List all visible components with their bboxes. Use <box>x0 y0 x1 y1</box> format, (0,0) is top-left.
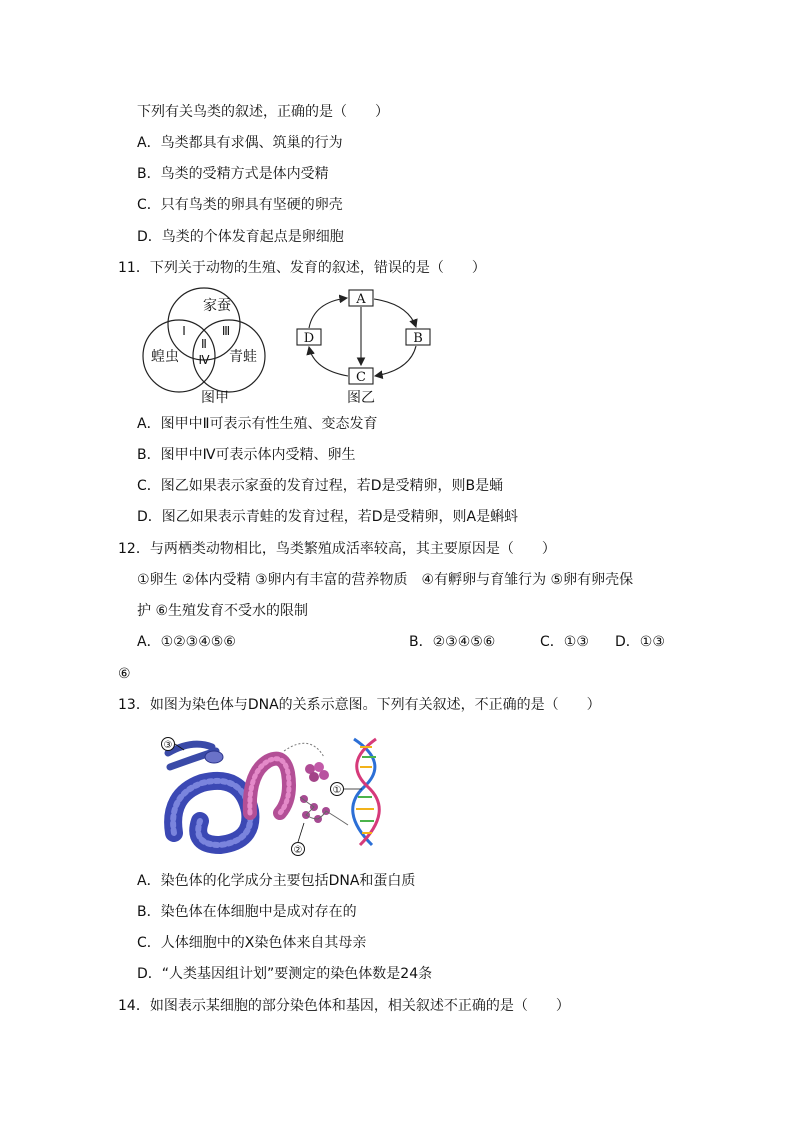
venn-region-3: Ⅲ <box>221 324 231 338</box>
arrow-a-to-b <box>374 299 416 327</box>
q11-stem: 11．下列关于动物的生殖、发育的叙述，错误的是（ ） <box>118 260 486 276</box>
cycle-label-c: C <box>356 370 366 385</box>
q10-option-a[interactable]: A．鸟类都具有求偶、筑巢的行为 <box>137 135 343 151</box>
q14-stem: 14．如图表示某细胞的部分染色体和基因，相关叙述不正确的是（ ） <box>118 998 570 1014</box>
q12-stem: 12．与两栖类动物相比，鸟类繁殖成活率较高，其主要原因是（ ） <box>118 541 556 557</box>
cycle-label-b: B <box>413 331 423 346</box>
arrow-c-to-d <box>309 347 348 376</box>
q12-option-d-wrap: ⑥ <box>118 666 131 682</box>
cycle-label-d: D <box>303 331 315 346</box>
venn-label-frog: 青蛙 <box>229 349 257 365</box>
fig-label-1: ① <box>332 785 342 796</box>
q13-option-c[interactable]: C．人体细胞中的X染色体来自其母亲 <box>137 935 367 951</box>
q12-option-b[interactable]: B．②③④⑤⑥ <box>409 634 496 650</box>
venn-label-silkworm: 家蚕 <box>203 298 231 314</box>
q10-option-d[interactable]: D．鸟类的个体发育起点是卵细胞 <box>137 229 344 245</box>
arrow-d-to-a <box>309 298 347 328</box>
arrow-b-to-c <box>375 346 416 376</box>
q12-items-line1: ①卵生 ②体内受精 ③卵内有丰富的营养物质 ④有孵卵与育雏行为 ⑤卵有卵壳保 <box>137 572 634 588</box>
q12-items-line2: 护 ⑥生殖发育不受水的限制 <box>137 603 309 619</box>
fig-label-3: ③ <box>163 740 173 751</box>
cycle-caption: 图乙 <box>347 390 375 406</box>
q13-stem: 13．如图为染色体与DNA的关系示意图。下列有关叙述，不正确的是（ ） <box>118 697 601 713</box>
q13-option-b[interactable]: B．染色体在体细胞中是成对存在的 <box>137 904 357 920</box>
venn-region-1: Ⅰ <box>182 324 186 338</box>
venn-label-locust: 蝗虫 <box>151 349 179 365</box>
venn-region-4: Ⅳ <box>198 353 210 367</box>
q10-stem: 下列有关鸟类的叙述，正确的是（ ） <box>137 104 389 120</box>
q11-figure-venn <box>140 286 272 410</box>
venn-region-2: Ⅱ <box>201 337 207 351</box>
q11-option-a[interactable]: A．图甲中Ⅱ可表示有性生殖、变态发育 <box>137 416 378 432</box>
q13-figure-chromosome-dna <box>158 733 402 859</box>
q10-option-c[interactable]: C．只有鸟类的卵具有坚硬的卵壳 <box>137 197 343 213</box>
q12-option-c[interactable]: C．①③ <box>540 634 589 650</box>
venn-caption: 图甲 <box>201 390 229 406</box>
q10-option-b[interactable]: B．鸟类的受精方式是体内受精 <box>137 166 329 182</box>
fig-label-2: ② <box>293 845 303 856</box>
q13-option-d[interactable]: D．“人类基因组计划”要测定的染色体数是24条 <box>137 966 433 982</box>
q11-option-b[interactable]: B．图甲中Ⅳ可表示体内受精、卵生 <box>137 447 356 463</box>
q12-option-a[interactable]: A．①②③④⑤⑥ <box>137 634 236 650</box>
q11-option-c[interactable]: C．图乙如果表示家蚕的发育过程，若D是受精卵，则B是蛹 <box>137 478 504 494</box>
cycle-label-a: A <box>356 292 366 307</box>
q12-option-d[interactable]: D．①③ <box>615 634 665 650</box>
q11-option-d[interactable]: D．图乙如果表示青蛙的发育过程，若D是受精卵，则A是蝌蚪 <box>137 509 519 525</box>
q13-option-a[interactable]: A．染色体的化学成分主要包括DNA和蛋白质 <box>137 873 416 889</box>
q11-figure-cycle <box>292 286 438 410</box>
